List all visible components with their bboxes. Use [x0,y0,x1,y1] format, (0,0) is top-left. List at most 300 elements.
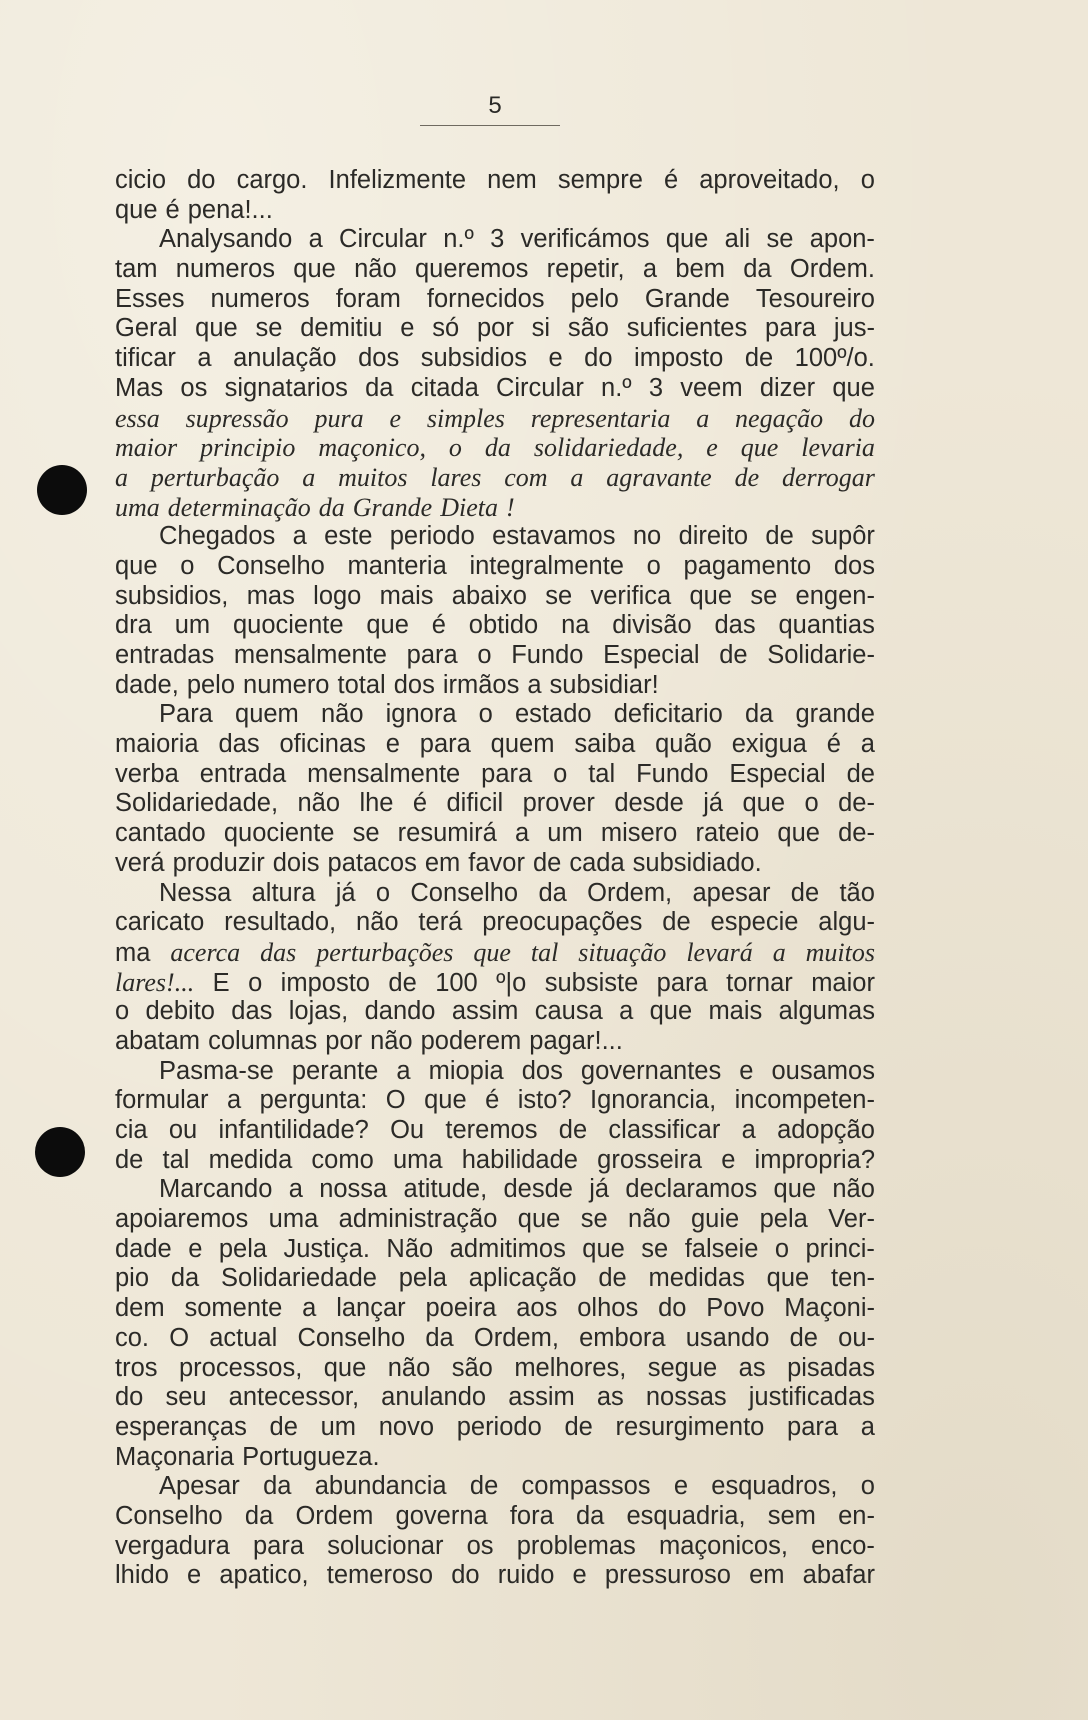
text-line [115,1235,875,1265]
word: o [477,641,492,669]
word: estavamos [492,522,616,551]
word: por [325,1026,363,1055]
word: a [226,1086,242,1115]
text-line [115,1264,875,1294]
word: Conselho [297,1323,406,1352]
word: já [589,1175,610,1204]
word: mais [379,581,434,610]
word: das [218,730,260,759]
word: citada [410,373,479,402]
word: terá [418,908,463,937]
word: tros [115,1353,158,1382]
word: maioria [115,730,199,759]
word: nossa [319,1175,388,1204]
word: usando [685,1323,770,1352]
italic-word: acerca [170,937,241,967]
italic-word: lares [430,462,482,492]
word: abundancia [314,1472,447,1501]
word: signatarios [224,373,348,402]
word: é [826,730,841,759]
text-line [115,1086,875,1116]
word: seu [165,1383,207,1412]
text-line [115,1027,875,1057]
italic-word: derrogar [781,462,875,492]
word: 100 [435,968,478,997]
text-line [115,671,875,701]
word: n.º [601,373,632,402]
text-line [115,552,875,582]
word: no [632,522,662,551]
word: cantado [115,819,206,848]
word: entrada [199,759,287,788]
word: este [324,522,373,551]
word: quem [235,700,299,729]
word: embora [579,1323,666,1352]
italic-word: agravante [606,462,712,492]
italic-word: essa [115,403,160,433]
word: E [212,968,230,997]
word: princi- [805,1234,875,1263]
text-line [115,1324,875,1354]
word: abatam [115,1026,201,1055]
word: de [846,759,875,788]
word: dos [521,1056,563,1085]
word: atitude, [403,1175,488,1204]
word: fora [509,1501,554,1530]
word: esquadros, [711,1472,838,1501]
word: Mas [115,373,164,402]
word: supôr [811,522,875,551]
word: Nessa [159,878,232,907]
word: de [115,1145,144,1174]
word: deficitario [613,700,723,729]
word: são [567,314,609,343]
word: que [777,819,820,848]
word: de [662,908,691,937]
word: Ver- [828,1205,875,1234]
binding-hole-top [37,465,87,515]
word: vergadura [115,1531,230,1560]
word: Justiça. [283,1234,370,1263]
word: tam [115,255,158,284]
word: Portugueza. [242,1442,380,1471]
text-line [115,1205,875,1235]
word: misero [600,819,678,848]
word: cia [115,1116,148,1144]
word: 3 [648,373,664,402]
word: apesar [692,878,771,907]
word: teremos [445,1116,538,1144]
text-line [115,1354,875,1384]
word: foram [335,284,401,313]
word: é [412,789,428,818]
word: a [619,997,634,1026]
word: pisadas [787,1353,875,1382]
word: é [431,611,446,640]
word: para [253,1531,305,1560]
word: dra [115,611,152,640]
word: sem [767,1501,816,1530]
word: periodo [456,1412,542,1441]
word: aos [516,1294,558,1323]
text-line [115,730,875,760]
word: imposto [634,344,724,373]
italic-word: solidariedade, [533,433,684,463]
text-line [115,374,875,404]
word: pela [398,1264,447,1293]
word: lançar [336,1294,406,1323]
word: declaramos [625,1175,758,1204]
word: oficinas [279,730,366,759]
word: Solidarie- [767,641,875,669]
word: olhos [577,1294,639,1323]
word: que [582,1234,625,1263]
italic-word: da [318,492,345,522]
word: são [451,1353,493,1382]
word: Geral [115,314,178,343]
text-line [115,700,875,730]
word: não [370,1026,413,1055]
word: de [269,1412,298,1441]
word: cargo. [236,166,308,194]
word: O [385,1086,406,1115]
word: em [424,848,461,877]
word: do [658,1294,687,1323]
word: Solidariedade [221,1264,377,1293]
word: um [174,611,211,640]
word: a [396,1056,411,1085]
word: total [337,670,386,699]
word: o [478,700,493,729]
word: que [366,611,409,640]
word: perante [291,1056,379,1085]
word: de [744,344,774,373]
italic-word: e [389,403,402,433]
word: isto? [517,1086,572,1115]
word: só [432,314,460,343]
word: resultado, [224,908,337,937]
word: Ordem, [473,1323,559,1352]
word: integralmente [469,551,624,580]
word: estado [515,700,592,729]
word: solucionar [327,1531,444,1560]
word: se [766,225,794,254]
word: o [804,789,819,818]
word: grande [795,700,875,729]
word: manteria [347,551,447,580]
word: não [320,700,364,729]
word: não [356,908,399,937]
word: uma [268,1205,319,1234]
word: de [790,878,820,907]
word: Infelizmente [328,166,467,194]
word: para [765,314,817,343]
word: Esses [115,284,185,313]
word: exigua [731,730,807,759]
word: cicio [115,166,167,194]
word: pagamento [683,551,812,580]
word: Não [386,1234,434,1263]
word: Fundo [636,759,709,788]
word: especie [710,908,799,937]
word: queremos [414,255,529,284]
word: que [115,195,158,224]
text-line [115,1057,875,1087]
word: se [641,1234,669,1263]
text-line [115,908,875,938]
word: Maçoni- [784,1294,875,1323]
word: habilidade [461,1145,578,1174]
word: o [248,968,263,997]
text-line [115,493,875,523]
text-line [115,314,875,344]
word: uma [392,1145,443,1174]
word: que [115,551,158,580]
word: subsidios, [115,581,229,610]
word: enco- [811,1531,875,1560]
word: como [311,1145,374,1174]
word: de [469,1472,499,1501]
word: direito [678,522,749,551]
text-line [115,879,875,909]
text-line [115,760,875,790]
word: da [263,1472,292,1501]
text-line [115,225,875,255]
italic-word: a [570,462,584,492]
word: Chegados [159,522,276,551]
italic-word: Grande [352,492,433,522]
word: se [255,314,283,343]
word: por [476,314,514,343]
word: segue [647,1353,718,1382]
italic-word: maior [115,433,178,463]
word: para [656,968,708,997]
text-line [115,344,875,374]
word: Ordem. [789,255,875,284]
word: que [323,1353,367,1382]
word: aplicação [468,1264,577,1293]
word: medida [208,1145,293,1174]
text-line [115,1294,875,1324]
text-line [115,1175,875,1205]
italic-word: supressão [185,403,289,433]
word: que [517,1205,561,1234]
word: numero [243,670,330,699]
word: esperanças [115,1412,247,1441]
word: de [765,522,794,551]
word: um [320,1412,357,1441]
word: da [744,700,774,729]
text-line [115,849,875,879]
word: do [451,1561,480,1590]
word: Ordem [295,1501,374,1530]
word: engen- [795,581,875,610]
word: do [187,166,216,194]
word: Fundo [511,641,584,669]
word: já [335,878,356,907]
text-line [115,196,875,226]
word: miopia [428,1056,504,1085]
word: pena!... [187,195,273,224]
word: e [739,1056,754,1085]
word: entradas [115,641,215,669]
word: actual [209,1323,278,1352]
italic-word: representaria [530,403,671,433]
word: Povo [706,1294,765,1323]
word: imposto [280,968,370,997]
page-number: 5 [488,92,502,119]
body-text [115,166,875,1591]
word: 3 [490,225,505,254]
word: apatico, [219,1561,309,1590]
word: que [832,373,875,402]
word: lojas, [288,997,349,1026]
word: numeros [210,284,310,313]
word: o [180,551,195,580]
word: O [169,1323,190,1352]
word: problemas [516,1531,636,1560]
word: preocupações [482,908,643,937]
word: admitimos [449,1234,566,1263]
word: da [365,373,394,402]
word: patacos [327,848,417,877]
text-line [115,819,875,849]
word: de [789,1323,818,1352]
italic-word: a [115,462,128,492]
word: e [721,1145,736,1174]
word: se [580,1205,608,1234]
word: temeroso [326,1561,434,1590]
word: pagar!... [529,1026,623,1055]
word: poeira [425,1294,497,1323]
word: guie [690,1205,740,1234]
word: anulação [233,344,337,373]
word: de- [838,789,875,818]
page-number-rule [420,125,560,126]
word: adopção [777,1116,875,1144]
word: Maçonaria [115,1442,235,1471]
word: Grande [644,284,730,313]
word: Apesar [159,1472,240,1501]
text-line [115,1443,875,1473]
italic-word: situação [578,937,667,967]
word: a [860,730,875,759]
word: do [115,1383,144,1412]
word: dem [115,1294,165,1323]
word: da [170,1264,200,1293]
word: numeros [175,255,276,284]
italic-word: negação [735,403,824,433]
word: é [165,195,180,224]
word: si [531,314,551,343]
word: Ou [390,1116,425,1144]
italic-word: levará [686,937,753,967]
word: Analysando [159,225,293,254]
word: de [564,1412,593,1441]
word: tão [839,878,875,907]
italic-word: tal [530,937,559,967]
word: Solidariedade, [115,789,279,818]
word: Conselho [217,551,325,580]
word: que [742,789,786,818]
word: dos [393,670,435,699]
binding-hole-bottom [35,1127,85,1177]
word: a [741,1116,756,1144]
italic-word: simples [426,403,505,433]
word: já [703,789,724,818]
word: a [642,255,658,284]
word: e [673,1472,688,1501]
word: favor [468,848,525,877]
word: Pasma-se [159,1056,274,1085]
word: Marcando [159,1175,273,1204]
word: verá [115,848,165,877]
word: verba [115,759,179,788]
italic-word: determinação [167,492,311,522]
word: desde [614,789,684,818]
word: apoiaremos [115,1205,249,1234]
word: melhores, [514,1353,627,1382]
word: somente [184,1294,283,1323]
word: esquadria, [626,1501,746,1530]
word: da [538,878,567,907]
word: maior [811,968,875,997]
word: verificámos [520,225,650,254]
word: mas [246,581,295,610]
text-line [115,938,875,968]
word: da [425,1323,454,1352]
word: prover [522,789,595,818]
word: a [514,819,530,848]
word: ousamos [771,1056,875,1085]
word: apon- [809,225,875,254]
word: demitiu [300,314,383,343]
italic-word: a [772,937,786,967]
word: abafar [802,1561,875,1590]
word: periodo [389,522,475,551]
word: um [547,819,583,848]
word: administração [338,1205,498,1234]
italic-word: lares!... [115,967,195,997]
word: das [714,611,756,640]
word: e [187,1561,202,1590]
word: nem [487,166,537,194]
text-line [115,1146,875,1176]
word: para [787,1412,839,1441]
word: grosseira [597,1145,703,1174]
word: lhe [359,789,394,818]
word: pressuroso [604,1561,731,1590]
word: não [354,255,397,284]
word: logo [313,581,362,610]
word: e [385,730,400,759]
word: as [738,1353,766,1382]
word: de [558,1116,588,1144]
text-line [115,1116,875,1146]
word: medidas [648,1264,745,1293]
word: de [388,968,417,997]
word: n.º [443,225,474,254]
text-line [115,463,875,493]
text-line [115,522,875,552]
italic-word: principio [200,433,296,463]
word: a [860,1412,875,1441]
word: não [387,1353,431,1382]
word: mais [708,997,763,1026]
italic-word: do [848,403,875,433]
text-line [115,789,875,819]
word: é [663,166,679,194]
